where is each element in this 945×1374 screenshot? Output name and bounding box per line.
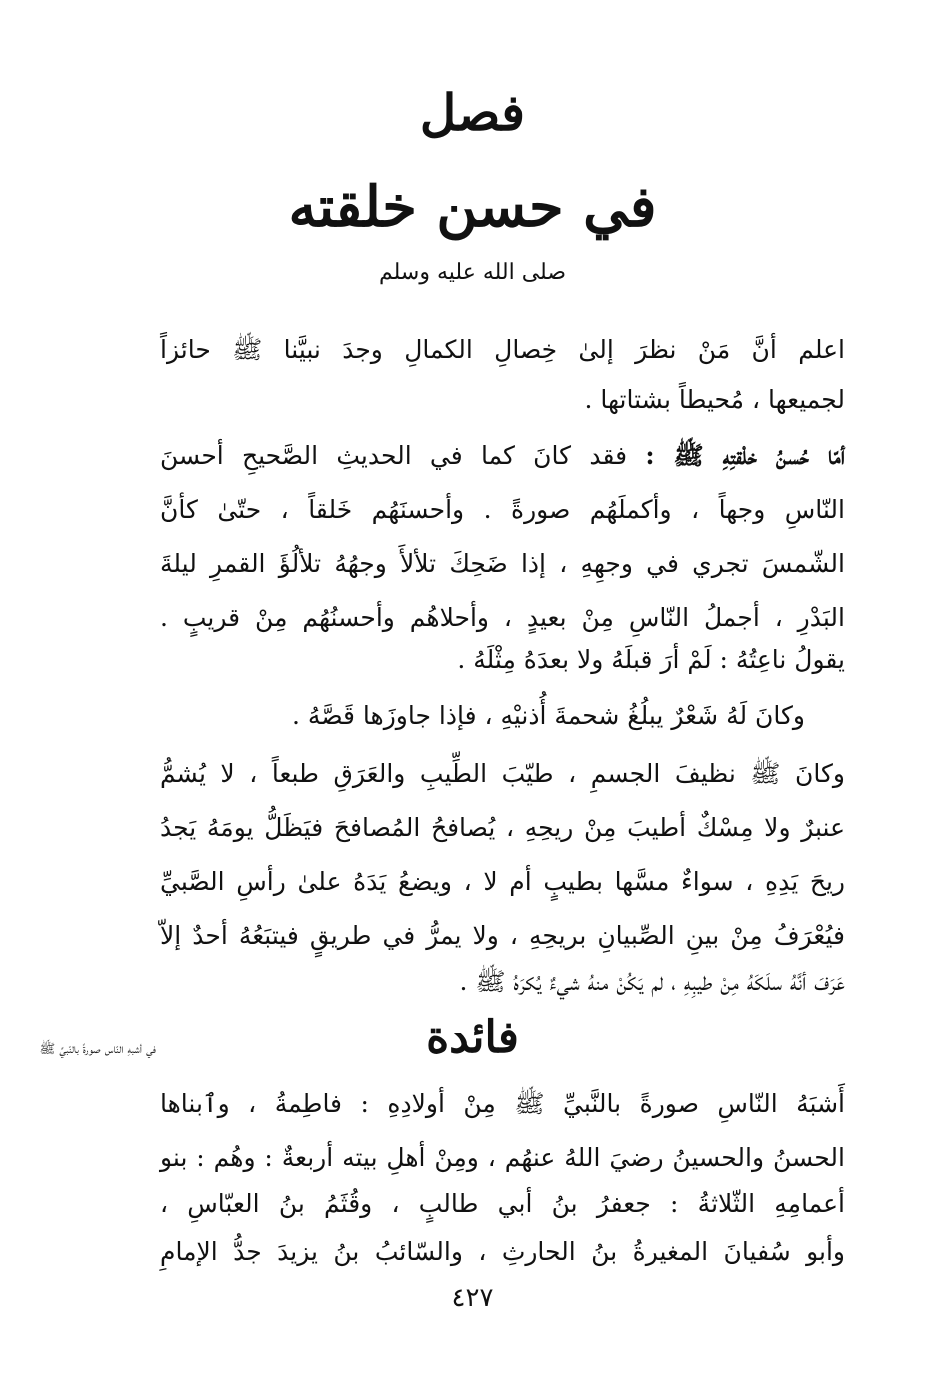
paragraph-3-line-1 — [160, 692, 845, 740]
paragraph-2-lead: أمّا حُسنُ خلْقتِهِ ﷺ : — [645, 441, 845, 470]
paragraph-4-line-4: فيُعْرَفُ مِنْ بينِ الصِّبيانِ بريحِهِ ، ولا يمرُّ في طريقٍ فيتبَعُهُ أحدٌ إلاّ — [160, 921, 845, 950]
paragraph-1-line-2: لجميعها ، مُحيطاً بشتاتها . — [584, 385, 845, 414]
chapter-title: فصل — [419, 83, 526, 142]
paragraph-2-line-1 — [160, 432, 845, 480]
paragraph-4-line-5: عَرَفَ أنَّهُ سلَكَهُ مِنْ طيبِهِ ، لم يَكُنْ منهُ شيءٌ يُكرَهُ ﷺ . — [459, 967, 845, 996]
section-line-3: أعمامِهِ الثّلاثةُ : جعفرُ بنُ أبي طالبٍ ، وقُثَمُ بنُ العبّاسِ ، — [160, 1189, 845, 1218]
honorific-phrase: صلى الله عليه وسلم — [379, 260, 566, 285]
margin-note: في أشبهِ النّاس صورةً بالنّبيِّ ﷺ — [39, 1042, 156, 1057]
paragraph-1-line-1: اعلم أنَّ مَنْ نظرَ إلىٰ خِصالِ الكمالِ وجدَ نبيَّنا ﷺ حائزاً — [160, 335, 845, 364]
chapter-subtitle: في حسن خلقته — [288, 174, 657, 240]
paragraph-4-line-2: عنبرٌ ولا مِسْكٌ أطيبَ مِنْ ريحِهِ ، يُصافحُ المُصافحَ فيَظَلُّ يومَهُ يَجدُ — [160, 813, 845, 842]
section-title: فائدة — [426, 1012, 519, 1063]
section-line-1: أَشبَهُ النّاسِ صورةً بالنَّبيِّ ﷺ مِنْ أولادِهِ : فاطِمةُ ، وٱبناها — [160, 1089, 845, 1118]
paragraph-2-line-4: البَدْرِ ، أجملُ النّاسِ مِنْ بعيدٍ ، وأحلاهُم وأحسنُهُم مِنْ قريبٍ . — [160, 603, 845, 632]
paragraph-4-line-1: وكانَ ﷺ نظيفَ الجسمِ ، طيّبَ الطِّيبِ والعَرَقِ طبعاً ، لا يُشمُّ — [160, 759, 845, 788]
paragraph-2-line-1-text: فقد كانَ كما في الحديثِ الصَّحيحِ أحسنَ — [160, 441, 628, 470]
paragraph-3-text: وكانَ لَهُ شَعْرٌ يبلُغُ شحمةَ أُذنيْهِ ، فإذا جاوزَها قَصَّهُ . — [292, 701, 805, 730]
section-line-4: وأبو سُفيانَ المغيرةُ بنُ الحارثِ ، والسّائبُ بنُ يزيدَ جدُّ الإمامِ — [160, 1237, 845, 1266]
page-number: ٤٢٧ — [451, 1283, 494, 1313]
section-line-2: الحسنُ والحسينُ رضيَ اللهُ عنهُم ، ومِنْ أهلِ بيته أربعةٌ : وهُم : بنو — [160, 1143, 845, 1172]
paragraph-2-line-3: الشّمسَ تجري في وجهِهِ ، إذا ضَحِكَ تلألأَ وجهُهُ تلألُؤَ القمرِ ليلةَ — [160, 549, 845, 578]
paragraph-4-line-3: ريحَ يَدِهِ ، سواءٌ مسَّها بطيبٍ أم لا ، ويضعُ يَدَهُ علىٰ رأسِ الصَّبيِّ — [160, 867, 845, 896]
paragraph-2-line-2: النّاسِ وجهاً ، وأكملَهُم صورةً . وأحسنَهُم خَلقاً ، حتّىٰ كأنَّ — [160, 495, 845, 524]
paragraph-2-line-5: يقولُ ناعِتُهُ : لَمْ أرَ قبلَهُ ولا بعدَهُ مِثْلَهُ . — [457, 645, 845, 674]
